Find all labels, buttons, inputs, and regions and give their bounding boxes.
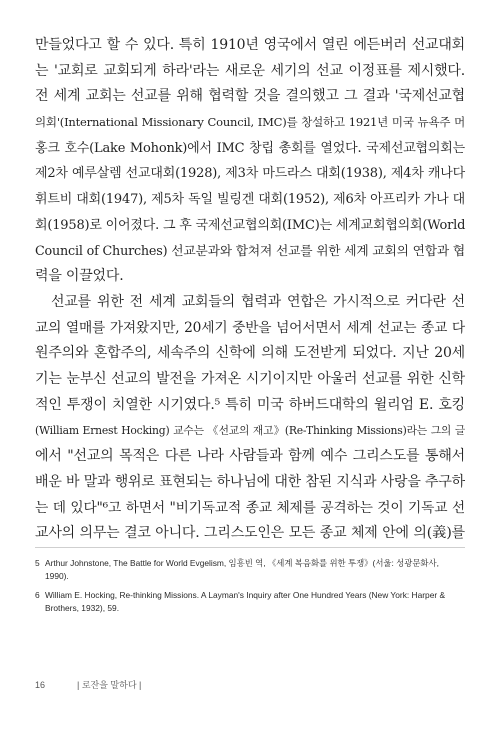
running-title: | 로잔을 말하다 | xyxy=(77,680,142,690)
text-line: 교의 열매를 가져왔지만, 20세기 중반을 넘어서면서 세계 선교는 종교 다 xyxy=(35,319,465,336)
text-line: 휘트비 대회(1947), 제5차 독일 빌링겐 대회(1952), 제6차 아프리카 가나 대 xyxy=(35,192,465,208)
footnote-5 xyxy=(35,557,465,583)
text-line: 배운 바 말과 행위로 표현되는 하나님에 대한 참된 지식과 사랑을 추구하 xyxy=(35,473,465,490)
text-line: 에서 "선교의 목적은 다른 나라 사람들과 함께 예수 그리스도를 통해서 xyxy=(35,448,465,465)
footnote-number: 5 xyxy=(35,558,40,568)
text-line: 전 세계 교회는 선교를 위해 협력할 것을 결의했고 그 결과 '국제선교협 xyxy=(35,88,465,105)
text-line: 회(1958)로 이어졌다. 그 후 국제선교협의회(IMC)는 세계교회협의회(World xyxy=(35,217,466,233)
body-paragraph-1 xyxy=(35,33,465,290)
page-footer xyxy=(35,678,147,691)
body-paragraph-2 xyxy=(35,290,465,547)
text-line: Council of Churches) 선교분과와 합쳐져 선교를 위한 세계 교회의 연합과 협 xyxy=(35,243,465,259)
text-line: 홍크 호수(Lake Mohonk)에서 IMC 창립 총회를 열었다. 국제선교협의회는 xyxy=(35,140,465,156)
text-line: (William Ernest Hocking) 교수는 《선교의 재고》(Re-Thinking Missions)라는 그의 글 xyxy=(35,424,465,438)
text-line: 원주의와 혼합주의, 세속주의 신학에 의해 도전받게 되었다. 지난 20세 xyxy=(35,345,465,362)
footnote-line: 1990). xyxy=(45,571,69,581)
footnote-text: William E. Hocking, Re-thinking Missions. A Layman's Inquiry after One Hundred Years (New York: Harper & xyxy=(45,590,446,600)
text-line: 적인 투쟁이 치열한 시기였다.⁵ 특히 미국 하버드대학의 윌리엄 E. 호킹 xyxy=(35,396,465,413)
footnote-divider xyxy=(35,547,465,548)
text-line: 기는 눈부신 선교의 발전을 가져온 시기이지만 아울러 선교를 위한 신학 xyxy=(35,371,465,388)
footnote-6 xyxy=(35,589,465,615)
text-line: 만들었다고 할 수 있다. 특히 1910년 영국에서 열린 에든버러 선교대회 xyxy=(35,37,465,53)
footnote-line xyxy=(35,589,465,602)
text-line: 의회'(International Missionary Council, IMC)를 창설하고 1921년 미국 뉴욕주 머 xyxy=(35,115,465,130)
footnote-line: Brothers, 1932), 59. xyxy=(45,603,120,613)
text-line: 선교를 위한 전 세계 교회들의 협력과 연합은 가시적으로 커다란 선 xyxy=(51,294,465,310)
text-line: 교사의 의무는 결코 아니다. 그리스도인은 모든 종교 체제 안에 의(義)를 xyxy=(35,525,465,542)
text-line: 제2차 예루살렘 선교대회(1928), 제3차 마드라스 대회(1938), 제4차 캐나다 xyxy=(35,166,465,182)
footnote-line xyxy=(35,557,465,570)
footnote-text: Arthur Johnstone, The Battle for World Evgelism, 임흥빈 역, 《세계 복음화를 위한 투쟁》(서울: 성광문화사, xyxy=(45,558,439,568)
book-page xyxy=(35,0,465,740)
footnote-number: 6 xyxy=(35,590,40,600)
footnotes xyxy=(35,557,465,615)
text-line: 는 '교회로 교회되게 하라'라는 새로운 세기의 선교 이정표를 제시했다. xyxy=(35,62,465,79)
text-line: 는 데 있다"⁶고 하면서 "비기독교적 종교 체제를 공격하는 것이 기독교 선 xyxy=(35,499,465,516)
text-line: 력을 이끌었다. xyxy=(35,268,124,285)
page-number: 16 xyxy=(35,680,46,690)
